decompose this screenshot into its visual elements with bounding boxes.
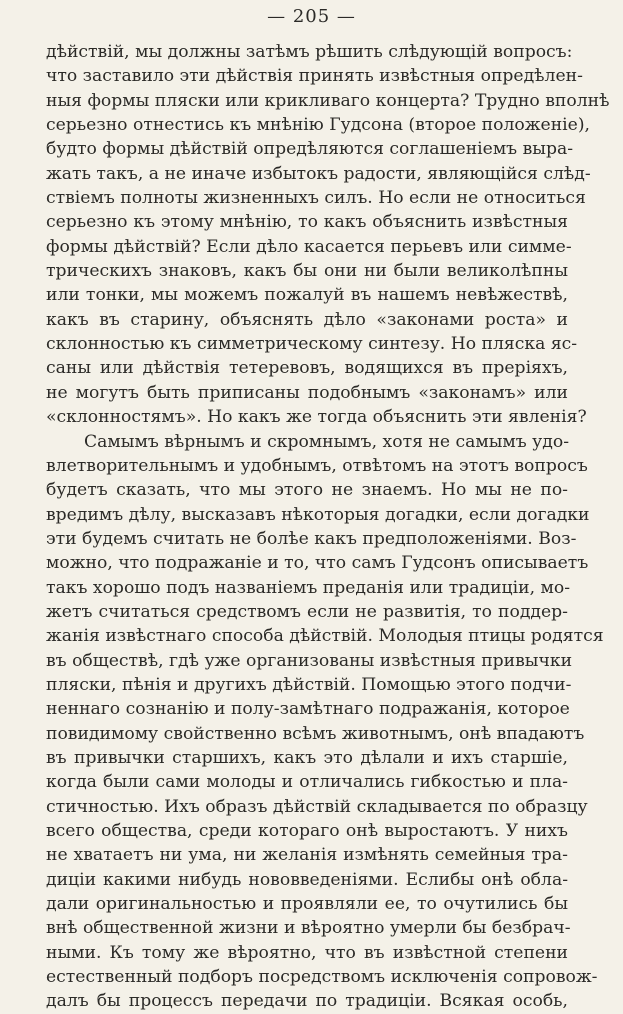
page-number: — 205 — xyxy=(267,6,356,27)
text-line: такъ хорошо подъ названіемъ преданія или традиціи, мо- xyxy=(46,577,571,598)
text-line: ствіемъ полноты жизненныхъ силъ. Но если не относиться xyxy=(46,188,586,209)
text-line: саны или дѣйствія тетеревовъ, водящихся въ преріяхъ, xyxy=(46,358,568,379)
text-line: не хватаетъ ни ума, ни желанія измѣнять семейныя тра- xyxy=(46,845,568,866)
text-line: влетворительнымъ и удобнымъ, отвѣтомъ на этотъ вопросъ xyxy=(46,455,588,476)
text-line: въ привычки старшихъ, какъ это дѣлали и ихъ старшіе, xyxy=(46,747,568,768)
text-line: ныя формы пляски или крикливаго концерта? Трудно вполнѣ xyxy=(46,90,610,111)
text-line: повидимому свойственно всѣмъ животнымъ, онѣ впадаютъ xyxy=(46,723,585,744)
text-line: естественный подборъ посредствомъ исключенія сопровож- xyxy=(46,967,598,988)
text-line: склонностью къ симметрическому синтезу. Но пляска яс- xyxy=(46,334,578,355)
text-line: стичностью. Ихъ образъ дѣйствій складывается по образцу xyxy=(46,796,588,817)
text-line: жать такъ, а не иначе избытокъ радости, являющійся слѣд- xyxy=(46,163,591,184)
paragraph xyxy=(46,40,610,430)
paragraph xyxy=(46,430,604,1014)
text-line: диціи какими нибудь нововведеніями. Еслибы онѣ обла- xyxy=(46,869,568,890)
text-line: что заставило эти дѣйствія принять извѣстныя опредѣлен- xyxy=(46,66,583,87)
text-line: дали оригинальностью и проявляли ее, то очутились бы xyxy=(46,894,568,915)
text-line: будто формы дѣйствій опредѣляются соглашеніемъ выра- xyxy=(46,139,573,160)
text-line: жанія извѣстнаго способа дѣйствій. Молодыя птицы родятся xyxy=(46,626,604,647)
text-line: будетъ сказать, что мы этого не знаемъ. Но мы не по- xyxy=(46,480,568,501)
text-line: далъ бы процессъ передачи по традиціи. Всякая особь, xyxy=(46,991,568,1012)
text-line: вредимъ дѣлу, высказавъ нѣкоторыя догадки, если догадки xyxy=(46,504,590,525)
text-line: или тонки, мы можемъ пожалуй въ нашемъ невѣжествѣ, xyxy=(46,285,568,306)
text-line: ными. Къ тому же вѣроятно, что въ извѣстной степени xyxy=(46,942,568,963)
text-line: серьезно къ этому мнѣнію, то какъ объяснить извѣстныя xyxy=(46,212,568,233)
body-text xyxy=(46,40,610,1014)
text-line: не могутъ быть приписаны подобнымъ «законамъ» или xyxy=(46,382,568,403)
text-line: въ обществѣ, гдѣ уже организованы извѣстныя привычки xyxy=(46,650,573,671)
text-line: неннаго сознанію и полу-замѣтнаго подражанія, которое xyxy=(46,699,570,720)
text-line: Самымъ вѣрнымъ и скромнымъ, хотя не самымъ удо- xyxy=(84,431,570,452)
text-line: серьезно отнестись къ мнѣнію Гудсона (второе положеніе), xyxy=(46,115,590,136)
text-line: можно, что подражаніе и то, что самъ Гудсонъ описываетъ xyxy=(46,553,589,574)
text-line: дѣйствій, мы должны затѣмъ рѣшить слѣдующій вопросъ: xyxy=(46,42,573,62)
text-line: когда были сами молоды и отличались гибкостью и пла- xyxy=(46,772,568,793)
text-line: какъ въ старину, объяснять дѣло «законами роста» и xyxy=(46,309,568,330)
text-line: жетъ считаться средствомъ если не развитія, то поддер- xyxy=(46,601,568,622)
text-line: эти будемъ считать не болѣе какъ предположеніями. Воз- xyxy=(46,528,577,549)
text-line: пляски, пѣнія и другихъ дѣйствій. Помощью этого подчи- xyxy=(46,674,572,695)
text-line: внѣ общественной жизни и вѣроятно умерли бы безбрач- xyxy=(46,918,571,939)
text-line: «склонностямъ». Но какъ же тогда объяснить эти явленія? xyxy=(46,407,587,428)
text-line: трическихъ знаковъ, какъ бы они ни были великолѣпны xyxy=(46,261,568,282)
text-line: всего общества, среди котораго онѣ выростаютъ. У нихъ xyxy=(46,821,568,841)
text-line: формы дѣйствій? Если дѣло касается перьевъ или симме- xyxy=(46,236,572,257)
